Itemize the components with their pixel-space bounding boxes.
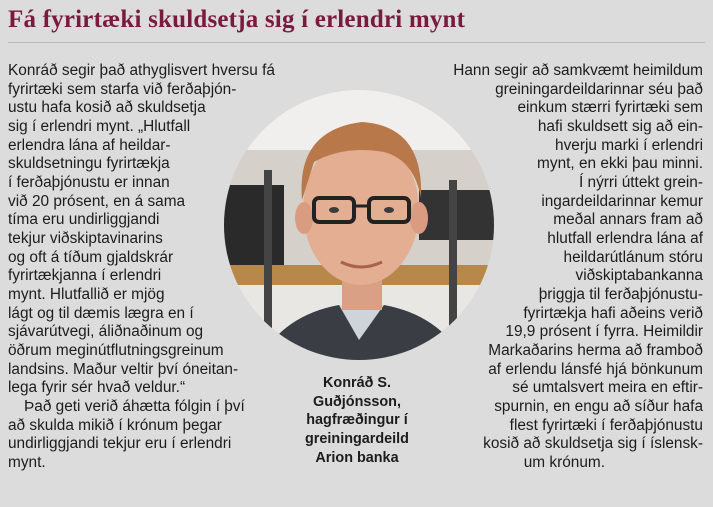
left-line: sjávarútvegi, áliðnaðinum og [8, 323, 204, 340]
right-line: um krónum. [523, 454, 605, 471]
left-line: mynt. [8, 454, 46, 471]
left-line: og oft á tíðum gjaldskrár [8, 249, 174, 266]
left-line: mynt. Hlutfallið er mjög [8, 286, 165, 303]
left-line: undirliggjandi tekjur eru í erlendri [8, 435, 232, 452]
left-line: sig í erlendri mynt. „Hlutfall [8, 118, 191, 135]
left-line: landsins. Maður veltir því óneitan- [8, 361, 239, 378]
caption-line: Konráð S. [323, 375, 391, 391]
left-line: lágt og til dæmis lægra en í [8, 305, 194, 322]
left-line: Það geti verið áhætta fólgin í því [24, 398, 245, 415]
left-line: við 20 prósent, en á sama [8, 193, 186, 210]
right-line: Í nýrri úttekt grein- [578, 174, 703, 191]
left-line: ustu hafa kosið að skuldsetja [8, 99, 206, 116]
right-line: mynt, en ekki þau minni. [537, 155, 703, 172]
right-line: hverju marki í erlendri [555, 137, 703, 154]
right-line: af erlendu lánsfé hjá bönkunum [488, 361, 703, 378]
right-line: einkum stærri fyrirtæki sem [517, 99, 703, 116]
caption-line: Guðjónsson, [313, 393, 401, 410]
right-line: ingardeildarinnar kemur [541, 193, 703, 210]
caption-line: Arion banka [315, 449, 399, 466]
right-line: flest fyrirtæki í ferðaþjónustu [509, 417, 703, 434]
caption-line: hagfræðingur í [306, 412, 408, 429]
right-line: hlutfall erlendra lána af [547, 230, 703, 247]
left-line: erlendra lána af heildar- [8, 137, 171, 154]
left-line: í ferðaþjónustu er innan [8, 174, 170, 191]
left-line: öðrum meginútflutningsgreinum [8, 342, 224, 359]
photo-caption [292, 374, 422, 468]
right-line: Hann segir að samkvæmt heimildum [453, 62, 703, 79]
left-line: fyrirtækjanna í erlendri [8, 267, 162, 284]
right-line: sé umtalsvert meira en eftir- [512, 379, 703, 396]
left-line: að skulda mikið í krónum þegar [8, 417, 222, 434]
left-line: Konráð segir það athyglisvert hversu fá [8, 62, 275, 79]
right-line: Markaðarins herma að framboð [488, 342, 703, 359]
right-line: greiningardeildarinnar séu það [495, 81, 703, 98]
right-line: 19,9 prósent í fyrra. Heimildir [505, 323, 703, 340]
left-line: skuldsetningu fyrirtækja [8, 155, 170, 172]
headline: Fá fyrirtæki skuldsetja sig í erlendri mynt [8, 6, 466, 33]
left-line: tíma eru undirliggjandi [8, 211, 160, 228]
right-line: kosið að skuldsetja sig í íslensk- [483, 435, 703, 452]
right-line: spurnin, en engu að síður hafa [494, 398, 703, 415]
right-line: heildarútlánum stóru [563, 249, 703, 266]
left-line: tekjur viðskiptavinarins [8, 230, 163, 247]
left-line: fyrirtæki sem starfa við ferðaþjón- [8, 81, 237, 98]
caption-line: greiningardeild [305, 431, 409, 448]
right-line: meðal annars fram að [553, 211, 703, 228]
right-line: viðskiptabankanna [575, 267, 703, 284]
right-line: þriggja til ferðaþjónustu- [538, 286, 703, 303]
right-line: hafi skuldsett sig að ein- [537, 118, 703, 135]
right-line: fyrirtækja hafi aðeins verið [523, 305, 703, 322]
left-line: lega fyrir sér hvað veldur.“ [8, 379, 186, 396]
